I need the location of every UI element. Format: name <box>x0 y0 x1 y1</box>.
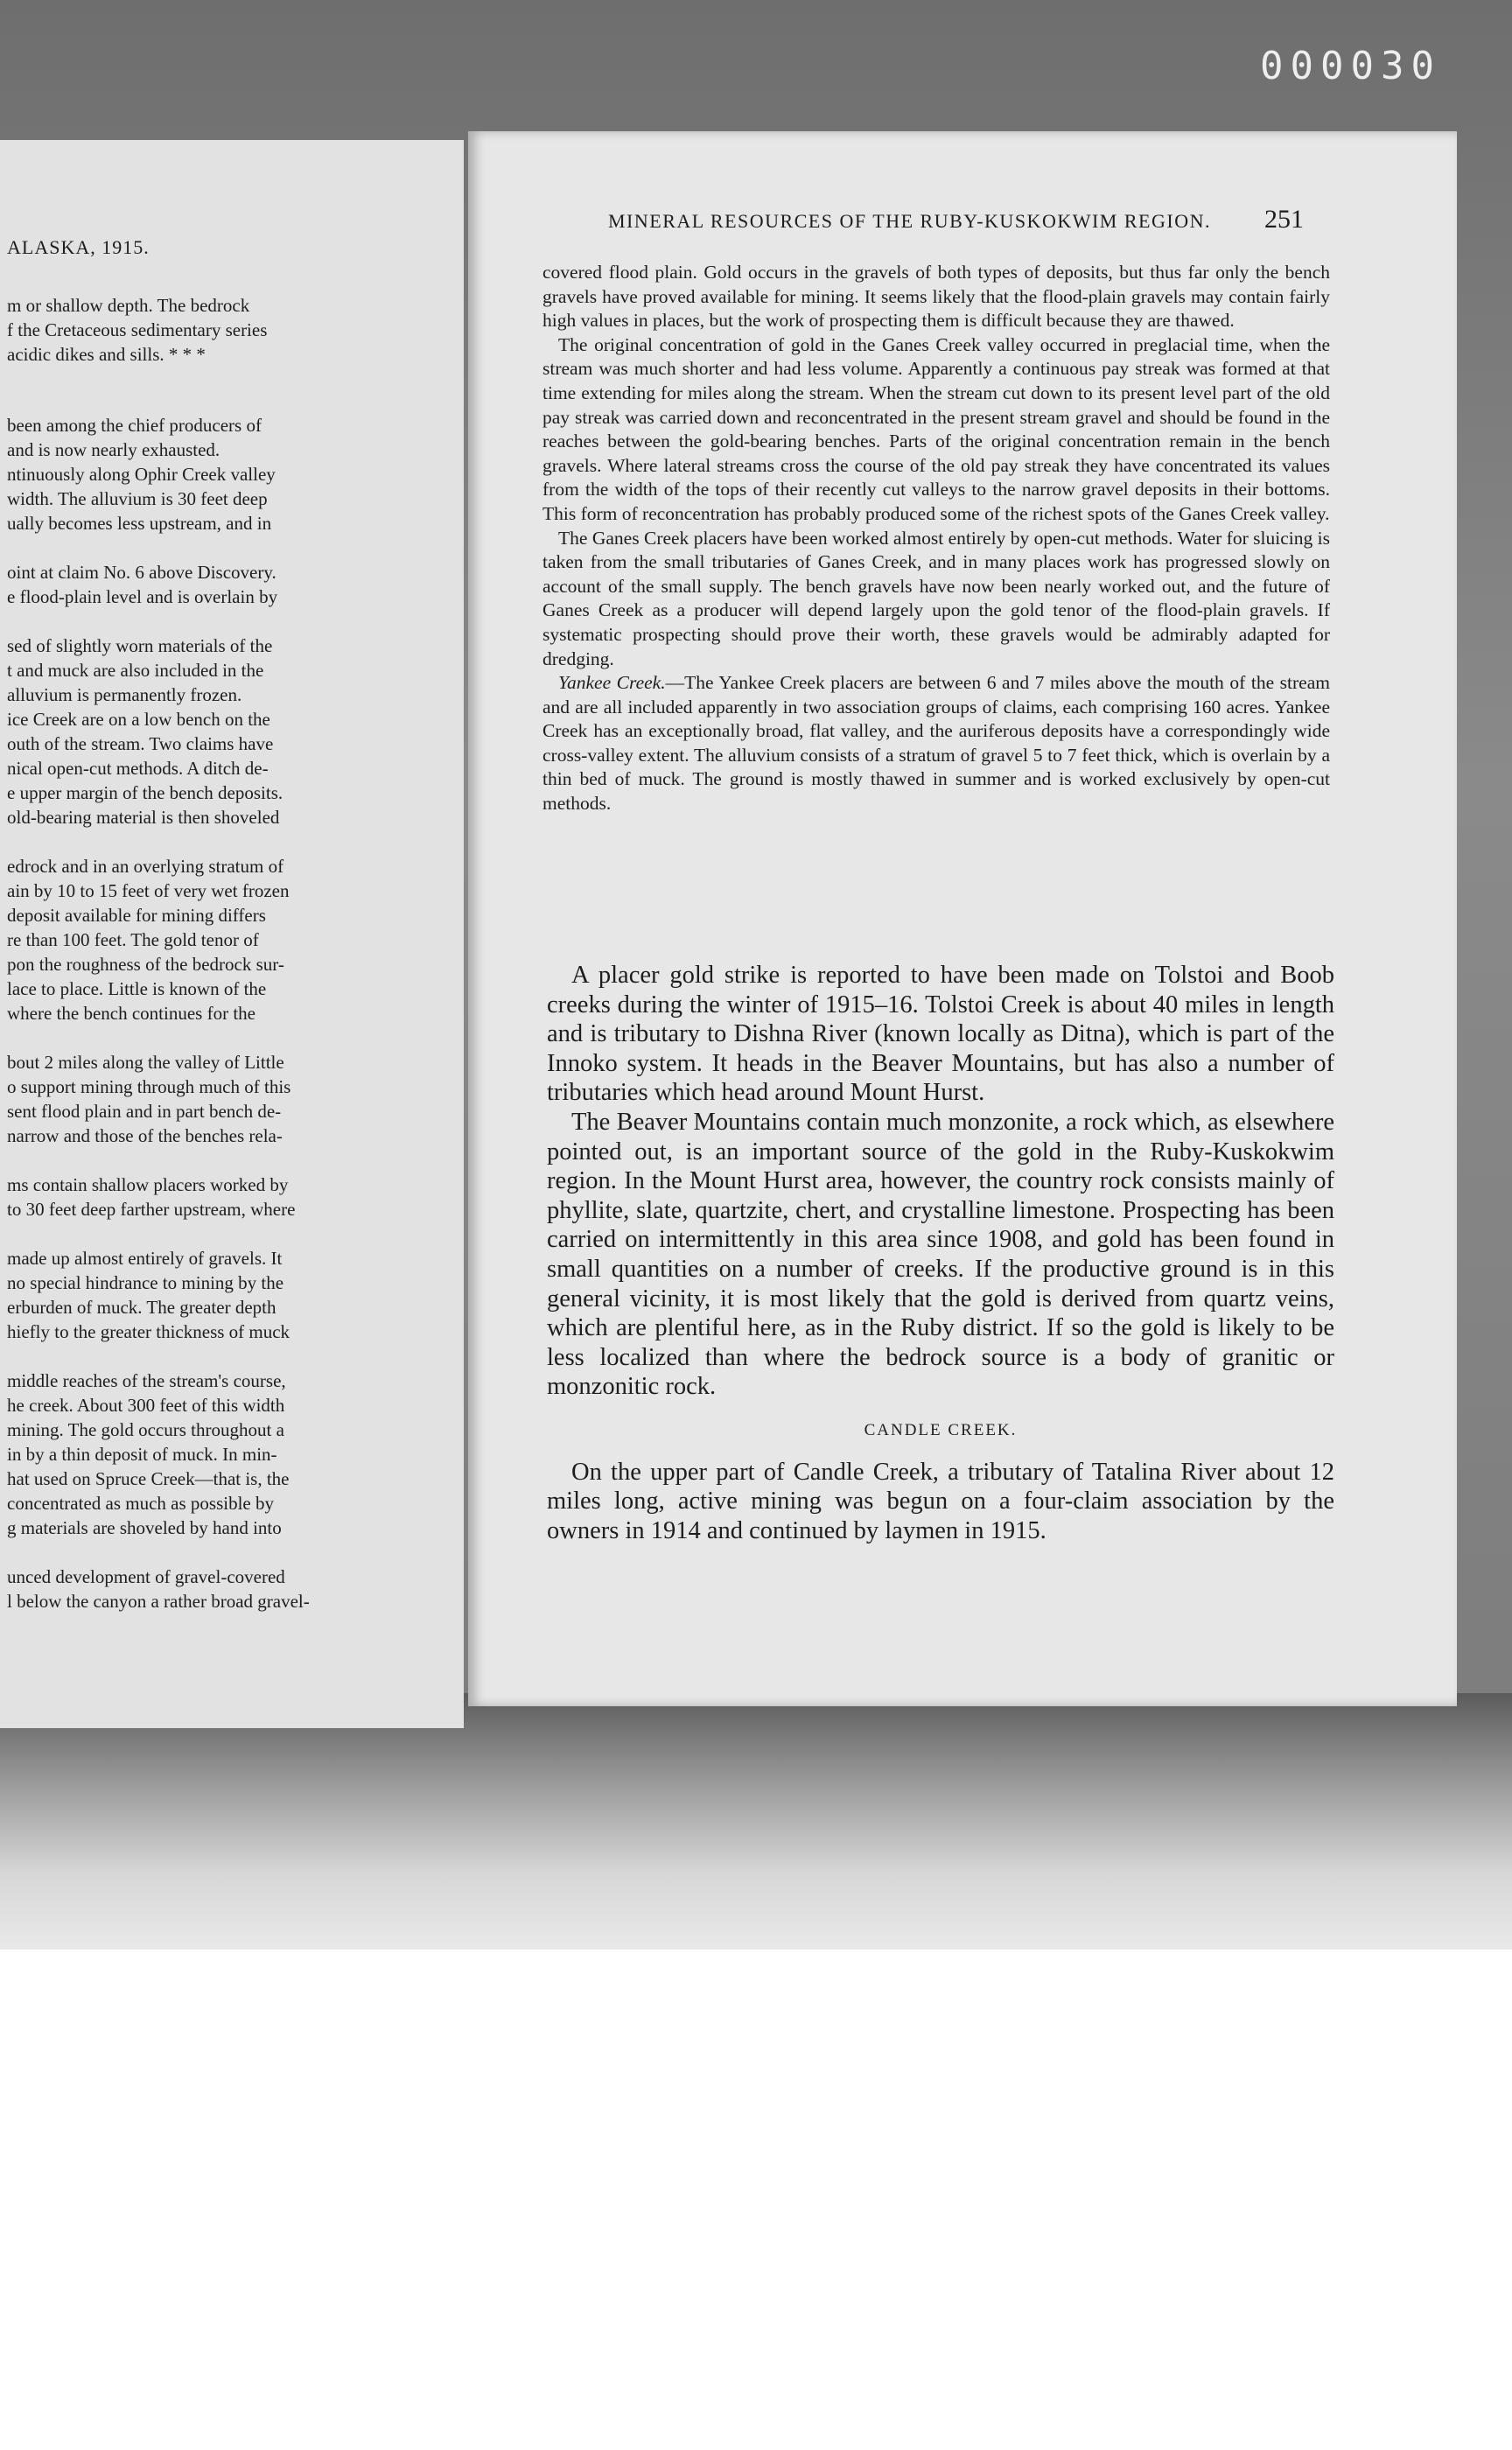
left-text-line: and is now nearly exhausted. <box>7 439 220 460</box>
paragraph-candle-creek: On the upper part of Candle Creek, a tributary of Tatalina River about 12 miles long, active mining was begun on a four-claim association by the owners in 1914 and continued by laymen in 1915. <box>547 1458 1334 1544</box>
yankee-creek-title: Yankee Creek. <box>558 672 666 694</box>
left-text-line: width. The alluvium is 30 feet deep <box>7 488 268 509</box>
left-text-line: mining. The gold occurs throughout a <box>7 1419 284 1440</box>
left-text-line: made up almost entirely of gravels. It <box>7 1248 283 1269</box>
left-text-line: hiefly to the greater thickness of muck <box>7 1321 290 1342</box>
paragraph-tolstoi-strike: A placer gold strike is reported to have been made on Tolstoi and Boob creeks during the winter of 1915–16. Tolstoi Creek is about 40 miles in length and is tributary to Dishna River (known locally as Ditna), which is part of the Innoko system. It heads in the Beaver Mountains, but has also a number of tributaries which head around Mount Hurst. <box>547 962 1334 1107</box>
left-text-line: acidic dikes and sills. * * * <box>7 344 206 365</box>
large-print-section <box>547 961 1334 1545</box>
left-text-line: in by a thin deposit of muck. In min- <box>7 1444 277 1465</box>
left-text-line: hat used on Spruce Creek—that is, the <box>7 1468 290 1489</box>
left-text-line: t and muck are also included in the <box>7 660 264 681</box>
scan-bottom-shadow <box>0 1693 1512 1950</box>
left-page-header: ALASKA, 1915. <box>7 236 150 258</box>
paragraph-flood-plain: covered flood plain. Gold occurs in the gravels of both types of deposits, but thus far only the bench gravels have proved available for mining. It seems likely that the flood-plain gravels may contain fairly high values in places, but the work of prospecting them is difficult because they are thawed. <box>542 262 1330 332</box>
paragraph-ganes-creek-placers: The Ganes Creek placers have been worked almost entirely by open-cut methods. Water for sluicing is taken from the small tributaries of Ganes Creek, and in many places work has progressed slowly on account of the small supply. The bench gravels have now been nearly worked out, and the future of Ganes Creek as a producer will depend largely upon the gold tenor of the flood-plain gravels. If systematic prospecting should prove their worth, these gravels would be admirably adapted for dredging. <box>542 527 1330 669</box>
yankee-creek-body: —The Yankee Creek placers are between 6 and 7 miles above the mouth of the stream and are all included apparently in two association groups of claims, each comprising 160 acres. Yankee Creek has an exceptionally broad, flat valley, and the auriferous deposits have a correspondingly wide cross-valley extent. The alluvium consists of a stratum of gravel 5 to 7 feet thick, which is overlain by a thin bed of muck. The ground is mostly thawed in summer and is worked exclusively by open-cut methods. <box>542 672 1330 815</box>
left-text-line: ntinuously along Ophir Creek valley <box>7 464 276 485</box>
left-text-line: ice Creek are on a low bench on the <box>7 709 270 730</box>
left-text-line: to 30 feet deep farther upstream, where <box>7 1199 296 1220</box>
left-text-line: g materials are shoveled by hand into <box>7 1517 282 1538</box>
left-text-line: been among the chief producers of <box>7 415 262 436</box>
paragraph-yankee-creek <box>542 671 1330 816</box>
left-text-line: concentrated as much as possible by <box>7 1493 274 1514</box>
left-text-line: o support mining through much of this <box>7 1076 291 1097</box>
left-text-line: no special hindrance to mining by the <box>7 1272 284 1293</box>
left-text-line: sed of slightly worn materials of the <box>7 635 273 656</box>
left-text-line: l below the canyon a rather broad gravel- <box>7 1591 310 1612</box>
document-stamp-number: 000030 <box>1260 44 1441 88</box>
left-text-line: unced development of gravel-covered <box>7 1566 285 1587</box>
left-text-line: alluvium is permanently frozen. <box>7 684 242 705</box>
left-text-line: ms contain shallow placers worked by <box>7 1174 289 1195</box>
left-text-line: ually becomes less upstream, and in <box>7 513 272 534</box>
left-text-line: old-bearing material is then shoveled <box>7 807 280 828</box>
left-text-line: e upper margin of the bench deposits. <box>7 782 284 803</box>
left-text-line: narrow and those of the benches rela- <box>7 1125 283 1146</box>
left-text-line: nical open-cut methods. A ditch de- <box>7 758 269 779</box>
paragraph-original-concentration: The original concentration of gold in the Ganes Creek valley occurred in preglacial time, when the stream was much shorter and had less volume. Apparently a continuous pay streak was formed at that time extending for miles along the stream. When the stream cut down to its present level part of the old pay streak was carried down and reconcentrated in the present stream gravel and should be found in the reaches between the gold-bearing benches. Parts of the original concentration remain in the bench gravels. Where lateral streams cross the course of the old pay streak they have concentrated its values from the width of the tops of their recently cut valleys to the narrow gravel deposits in their bottoms. This form of reconcentration has probably produced some of the richest spots of the Ganes Creek valley. <box>542 333 1330 524</box>
paragraph-beaver-mountains: The Beaver Mountains contain much monzonite, a rock which, as elsewhere pointed out, is an important source of the gold in the Ruby-Kuskokwim region. In the Mount Hurst area, however, the country rock consists mainly of phyllite, slate, quartzite, chert, and crystalline limestone. Prospecting has been carried on intermittently in this area since 1908, and gold has been found in small quantities on a number of creeks. If the productive ground is in this general vicinity, it is most likely that the gold is derived from quartz veins, which are plentiful here, as in the Ruby district. If so the gold is likely to be less localized than where the bedrock source is a body of granitic or monzonitic rock. <box>547 1108 1334 1401</box>
left-text-line: oint at claim No. 6 above Discovery. <box>7 562 276 583</box>
section-heading-candle-creek: CANDLE CREEK. <box>864 1420 1018 1439</box>
left-text-line: bout 2 miles along the valley of Little <box>7 1052 284 1073</box>
left-text-line: where the bench continues for the <box>7 1003 256 1024</box>
left-text-line: edrock and in an overlying stratum of <box>7 856 284 877</box>
left-text-line: pon the roughness of the bedrock sur- <box>7 954 284 975</box>
left-text-line: m or shallow depth. The bedrock <box>7 295 250 316</box>
left-text-line: e flood-plain level and is overlain by <box>7 586 278 607</box>
left-text-line: he creek. About 300 feet of this width <box>7 1395 285 1416</box>
left-text-line: outh of the stream. Two claims have <box>7 733 274 754</box>
right-page <box>468 131 1457 1706</box>
left-text-line: lace to place. Little is known of the <box>7 978 267 999</box>
left-text-line: sent flood plain and in part bench de- <box>7 1101 282 1122</box>
left-text-line: middle reaches of the stream's course, <box>7 1370 286 1391</box>
small-print-section <box>542 261 1330 816</box>
left-text-line: re than 100 feet. The gold tenor of <box>7 929 259 950</box>
right-page-header: MINERAL RESOURCES OF THE RUBY-KUSKOKWIM REGION. <box>608 210 1211 232</box>
left-text-line: f the Cretaceous sedimentary series <box>7 319 268 340</box>
left-page <box>0 140 464 1728</box>
page-number: 251 <box>1264 205 1304 234</box>
left-text-line: erburden of muck. The greater depth <box>7 1297 276 1318</box>
left-text-line: deposit available for mining differs <box>7 905 266 926</box>
left-text-line: ain by 10 to 15 feet of very wet frozen <box>7 880 290 901</box>
